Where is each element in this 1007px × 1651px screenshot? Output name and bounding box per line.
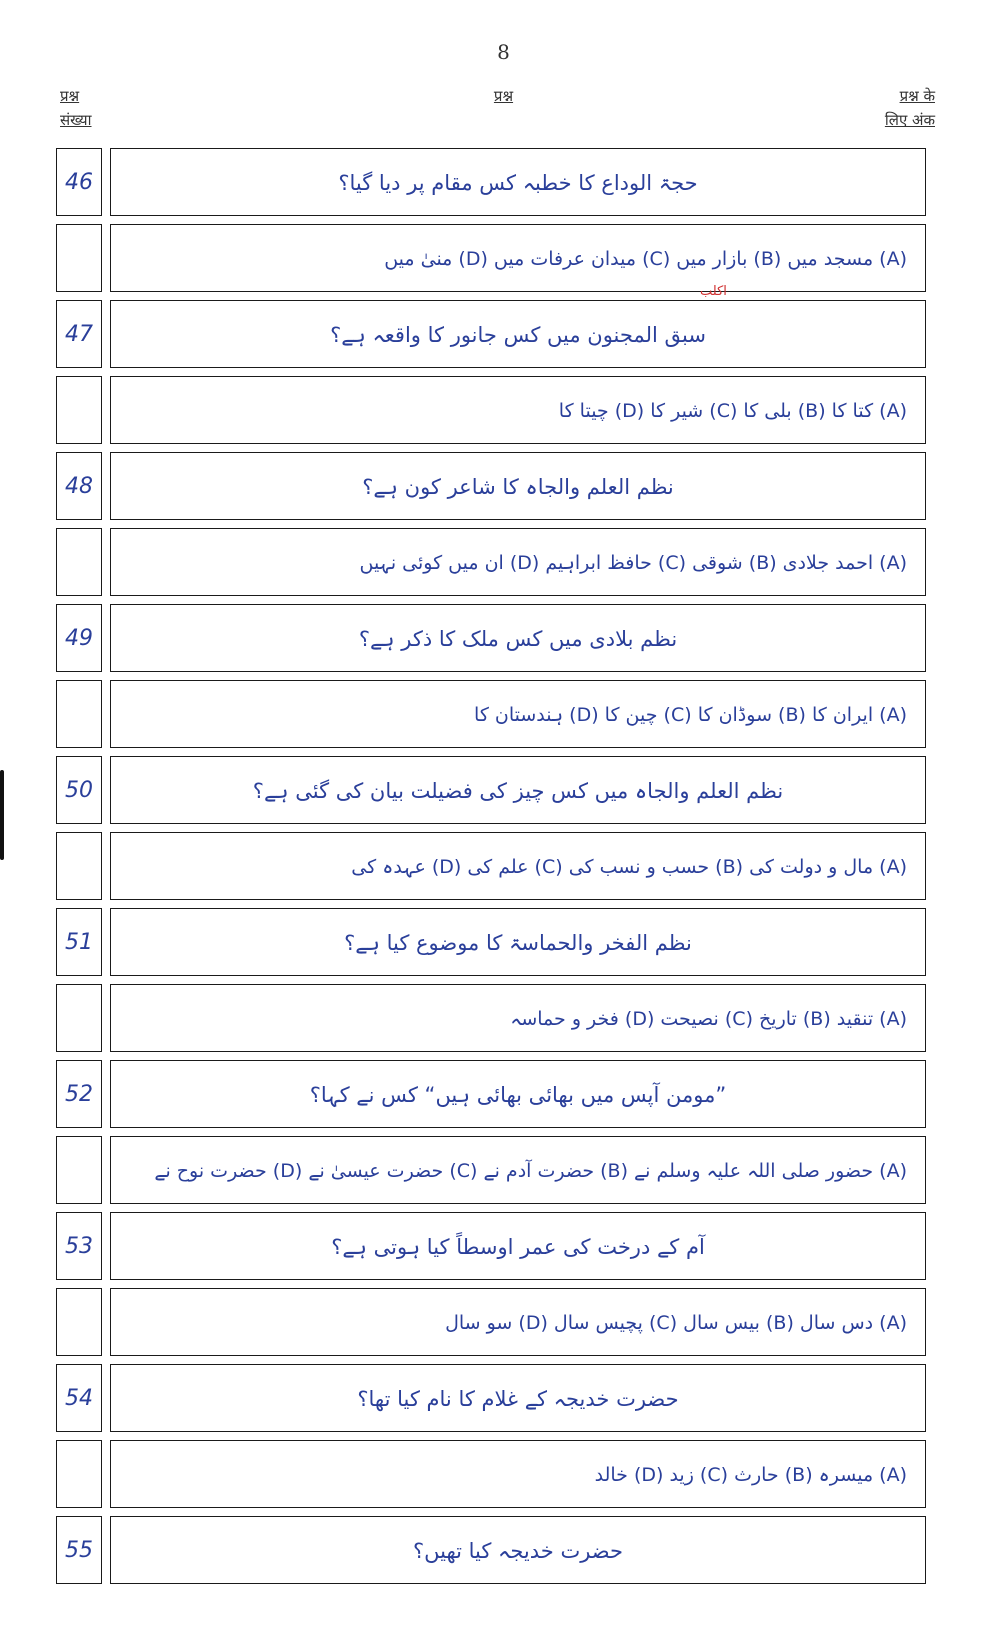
options-text: (A) مسجد میں (B) بازار میں (C) میدان عرفات میں (D) منیٰ میں (384, 248, 907, 270)
question-row (56, 756, 926, 826)
question-text-cell (110, 756, 926, 824)
page-number: 8 (497, 40, 510, 64)
question-number-cell (56, 224, 102, 292)
question-row (56, 1516, 926, 1586)
options-text-cell (110, 680, 926, 748)
question-number-cell (56, 376, 102, 444)
question-number: 55 (65, 1538, 93, 1563)
question-number-cell (56, 300, 102, 368)
options-text: (A) حضور صلی اللہ علیہ وسلم نے (B) حضرت آدم نے (C) حضرت عیسیٰ نے (D) حضرت نوح نے (154, 1160, 907, 1182)
question-number-cell (56, 680, 102, 748)
options-text-cell (110, 224, 926, 292)
question-table (56, 148, 926, 1592)
options-row (56, 1440, 926, 1510)
options-text: (A) میسرہ (B) حارث (C) زید (D) خالد (594, 1464, 907, 1486)
question-number: 51 (65, 930, 93, 955)
question-row (56, 604, 926, 674)
question-text: نظم العلم والجاہ کا شاعر کون ہے؟ (362, 475, 674, 499)
question-number-cell (56, 1516, 102, 1584)
question-text-cell (110, 300, 926, 368)
question-text-cell (110, 1364, 926, 1432)
question-number-cell (56, 1212, 102, 1280)
options-row (56, 680, 926, 750)
question-number-cell (56, 1440, 102, 1508)
question-text: نظم الفخر والحماسۃ کا موضوع کیا ہے؟ (344, 931, 692, 955)
question-row (56, 300, 926, 370)
options-text-cell (110, 1288, 926, 1356)
options-text-cell (110, 376, 926, 444)
question-number: 50 (65, 778, 93, 803)
options-text: (A) کتا کا (B) بلی کا (C) شیر کا (D) چیتا کا (558, 400, 907, 422)
options-text-cell (110, 984, 926, 1052)
question-number-cell (56, 756, 102, 824)
header-question-label: प्रश्न (493, 87, 514, 105)
question-row (56, 1212, 926, 1282)
question-row (56, 908, 926, 978)
options-text-cell (110, 528, 926, 596)
question-number-cell (56, 148, 102, 216)
options-text: (A) دس سال (B) بیس سال (C) پچیس سال (D) سو سال (445, 1312, 907, 1334)
question-number-cell (56, 528, 102, 596)
header-question-number-line2: संख्या (60, 111, 92, 129)
question-text-cell (110, 1212, 926, 1280)
options-row (56, 224, 926, 294)
options-row (56, 376, 926, 446)
question-number: 47 (65, 322, 93, 347)
options-text-cell (110, 832, 926, 900)
question-text: حضرت خدیجہ کے غلام کا نام کیا تھا؟ (357, 1387, 679, 1411)
header-marks (885, 84, 935, 132)
options-text: (A) ایران کا (B) سوڈان کا (C) چین کا (D) ہندستان کا (474, 704, 907, 726)
question-text: آم کے درخت کی عمر اوسطاً کیا ہوتی ہے؟ (331, 1235, 705, 1259)
question-row (56, 1060, 926, 1130)
question-number-cell (56, 832, 102, 900)
question-row (56, 452, 926, 522)
question-text-cell (110, 1060, 926, 1128)
question-number: 46 (65, 170, 93, 195)
header-question-number-line1: प्रश्न (60, 87, 80, 105)
question-number: 52 (65, 1082, 93, 1107)
options-row (56, 1136, 926, 1206)
question-number: 48 (65, 474, 93, 499)
question-text: نظم بلادی میں کس ملک کا ذکر ہے؟ (358, 627, 678, 651)
correction-annotation: اکلب (700, 284, 727, 299)
question-text-cell (110, 908, 926, 976)
question-number-cell (56, 1060, 102, 1128)
question-number: 53 (65, 1234, 93, 1259)
question-number-cell (56, 604, 102, 672)
margin-mark (0, 770, 4, 860)
question-number-cell (56, 1136, 102, 1204)
options-text: (A) احمد جلادی (B) شوقی (C) حافظ ابراہیم (D) ان میں کوئی نہیں (359, 552, 907, 574)
question-row (56, 148, 926, 218)
question-text: سبق المجنون میں کس جانور کا واقعہ ہے؟ (330, 323, 706, 347)
question-number: 49 (65, 626, 93, 651)
question-text: حجۃ الوداع کا خطبہ کس مقام پر دیا گیا؟ (338, 171, 698, 195)
question-number: 54 (65, 1386, 93, 1411)
options-row (56, 1288, 926, 1358)
options-text: (A) تنقید (B) تاریخ (C) نصیحت (D) فخر و حماسہ (510, 1008, 907, 1030)
question-number-cell (56, 1288, 102, 1356)
options-text: (A) مال و دولت کی (B) حسب و نسب کی (C) علم کی (D) عہدہ کی (351, 856, 907, 878)
question-text-cell (110, 604, 926, 672)
question-row (56, 1364, 926, 1434)
question-text: ”مومن آپس میں بھائی بھائی ہیں“ کس نے کہا؟ (309, 1083, 727, 1107)
options-row (56, 528, 926, 598)
question-text-cell (110, 452, 926, 520)
options-text-cell (110, 1440, 926, 1508)
options-text-cell (110, 1136, 926, 1204)
question-number-cell (56, 908, 102, 976)
options-row (56, 832, 926, 902)
options-row (56, 984, 926, 1054)
header-question (0, 84, 1007, 108)
question-number-cell (56, 1364, 102, 1432)
header-marks-line1: प्रश्न के (899, 87, 935, 105)
header-marks-line2: लिए अंक (884, 111, 935, 129)
question-text: نظم العلم والجاہ میں کس چیز کی فضیلت بیان کی گئی ہے؟ (252, 779, 784, 803)
question-text-cell (110, 1516, 926, 1584)
question-text: حضرت خدیجہ کیا تھیں؟ (412, 1539, 623, 1563)
question-number-cell (56, 452, 102, 520)
question-number-cell (56, 984, 102, 1052)
question-text-cell (110, 148, 926, 216)
